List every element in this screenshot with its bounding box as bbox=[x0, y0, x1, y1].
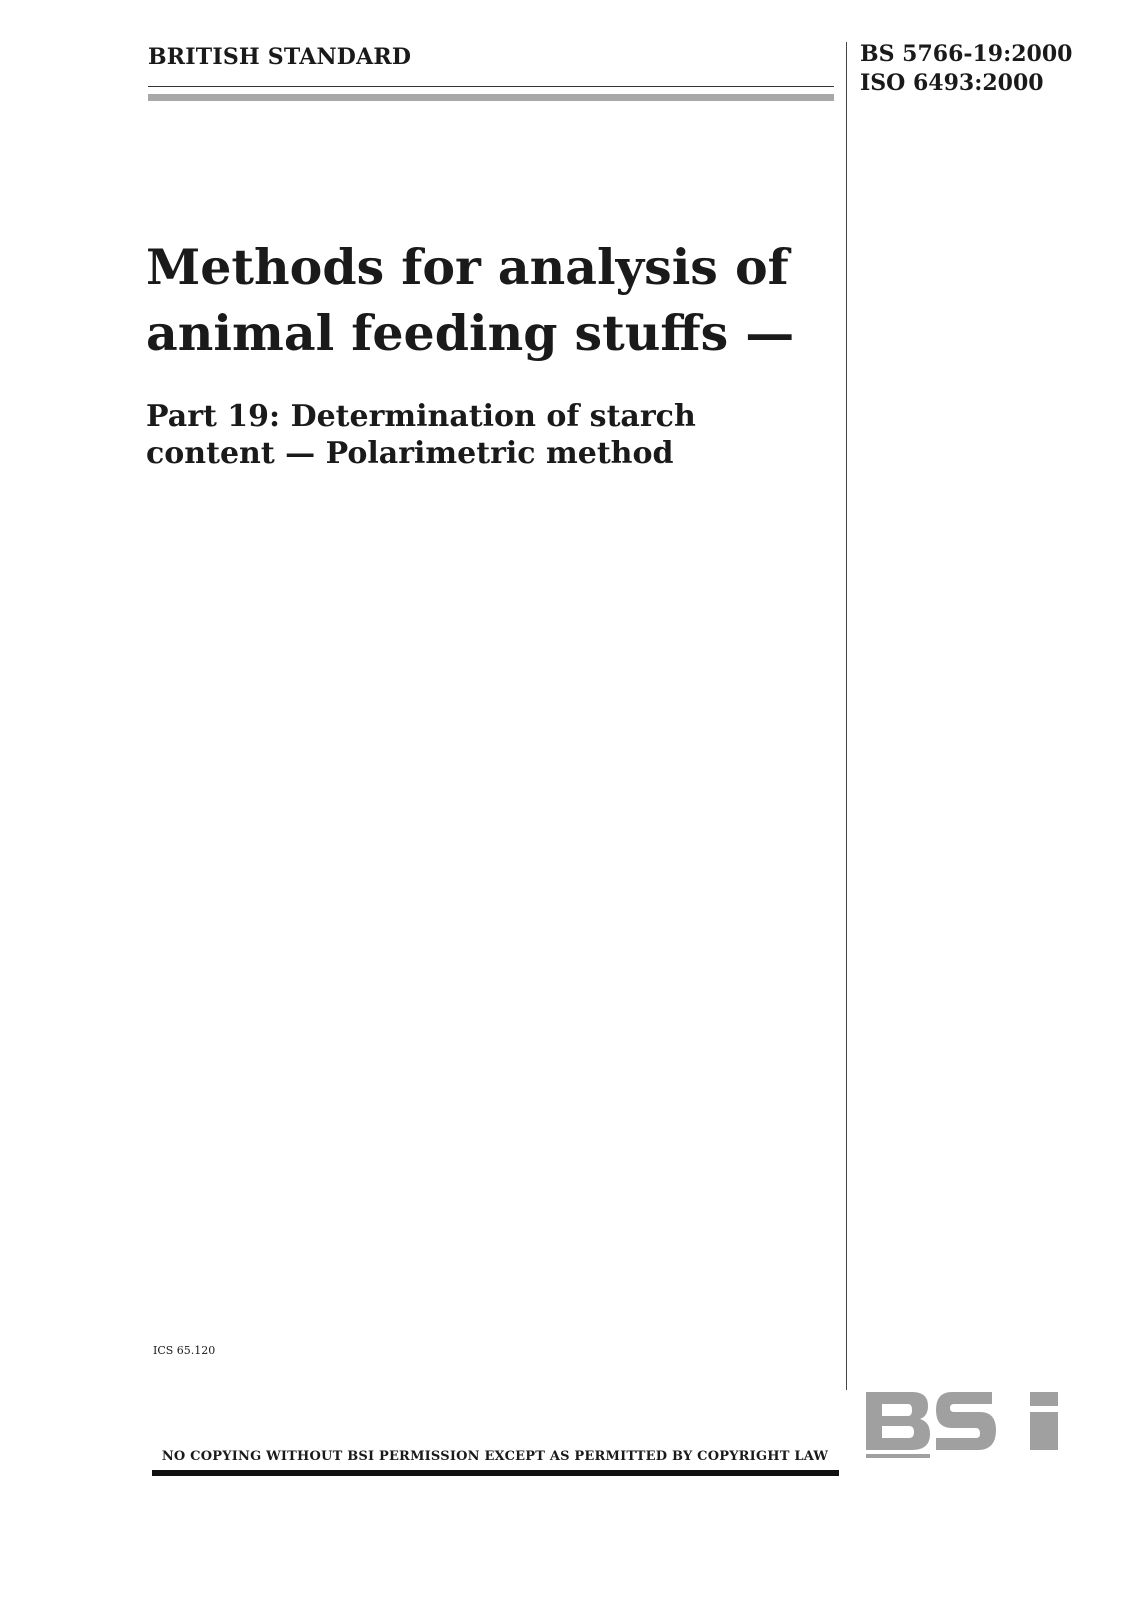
main-title-line: Methods for analysis of bbox=[146, 238, 789, 296]
main-title bbox=[146, 234, 826, 366]
copyright-notice: NO COPYING WITHOUT BSI PERMISSION EXCEPT AS PERMITTED BY COPYRIGHT LAW bbox=[161, 1449, 829, 1464]
header-thin-rule bbox=[148, 86, 834, 87]
part-title bbox=[146, 398, 826, 472]
vertical-divider bbox=[846, 42, 847, 1390]
main-title-line: animal feeding stuffs — bbox=[146, 304, 795, 362]
document-type-label: BRITISH STANDARD bbox=[148, 44, 412, 70]
part-title-line: Part 19: Determination of starch bbox=[146, 399, 696, 434]
ics-code: ICS 65.120 bbox=[153, 1344, 216, 1357]
header-thick-rule bbox=[148, 94, 834, 101]
bsi-logo-icon bbox=[866, 1390, 1060, 1476]
bs-number: BS 5766-19:2000 bbox=[860, 41, 1073, 67]
standard-numbers bbox=[860, 40, 1072, 98]
iso-number: ISO 6493:2000 bbox=[860, 70, 1044, 96]
footer-rule bbox=[152, 1470, 839, 1476]
part-title-line: content — Polarimetric method bbox=[146, 436, 674, 471]
